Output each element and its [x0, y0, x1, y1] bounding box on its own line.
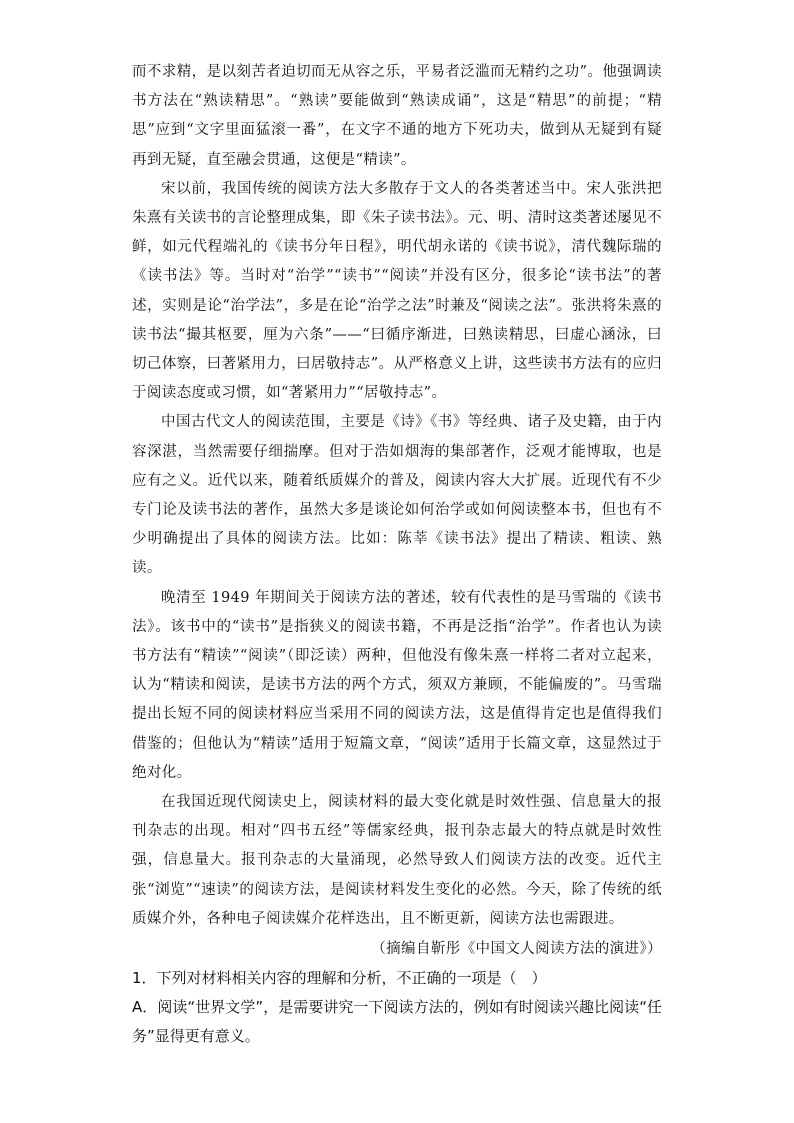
source-citation: （摘编自靳彤《中国文人阅读方法的演进》） — [371, 941, 662, 958]
paragraph-1: 而不求精，是以刻苦者迫切而无从容之乐，平易者泛滥而无精约之功”。他强调读书方法在“熟读精思”。“熟读”要能做到“熟读成诵”，这是“精思”的前提；“精思”应到“文字里面猛滚一番”，在文字不通的地方下死功夫，做到从无疑到有疑再到无疑，直至融会贯通，这便是“精读”。 — [132, 64, 662, 168]
paragraph-2: 宋以前，我国传统的阅读方法大多散存于文人的各类著述当中。宋人张洪把朱熹有关读书的言论整理成集，即《朱子读书法》。元、明、清时这类著述屡见不鲜，如元代程端礼的《读书分年日程》，明代胡永诺的《读书说》，清代魏际瑞的《读书法》等。当时对“治学”“读书”“阅读”并没有区分，很多论“读书法”的著述，实则是论“治学法”，多是在论“治学之法”时兼及“阅读之法”。张洪将朱熹的读书法“撮其枢要，厘为六条”——“曰循序渐进，曰熟读精思，曰虚心涵泳，曰切己体察，曰著紧用力，曰居敬持志”。从严格意义上讲，这些读书方法有的应归于阅读态度或习惯，如“著紧用力”“居敬持志”。 — [132, 180, 662, 402]
document-page — [132, 58, 662, 1051]
paragraph-3: 中国古代文人的阅读范围，主要是《诗》《书》等经典、诸子及史籍，由于内容深湛，当然需要仔细揣摩。但对于浩如烟海的集部著作，泛观才能博取，也是应有之义。近代以来，随着纸质媒介的普及，阅读内容大大扩展。近现代有不少专门论及读书法的著作，虽然大多是谈论如何治学或如何阅读整本书，但也有不少明确提出了具体的阅读方法。比如：陈莘《读书法》提出了精读、粗读、熟读。 — [132, 414, 662, 577]
paragraph-4: 晚清至 1949 年期间关于阅读方法的著述，较有代表性的是马雪瑞的《读书法》。该书中的“读书”是指狭义的阅读书籍，不再是泛指“治学”。作者也认为读书方法有“精读”“阅读”（即泛读）两种，但他没有像朱熹一样将二者对立起来，认为“精读和阅读，是读书方法的两个方式，须双方兼顾，不能偏废的”。马雪瑞提出长短不同的阅读材料应当采用不同的阅读方法，这是值得肯定也是值得我们借鉴的；但他认为“精读”适用于短篇文章，“阅读”适用于长篇文章，这显然过于绝对化。 — [132, 589, 662, 781]
paragraph-5: 在我国近现代阅读史上，阅读材料的最大变化就是时效性强、信息量大的报刊杂志的出现。相对“四书五经”等儒家经典，报刊杂志最大的特点就是时效性强，信息量大。报刊杂志的大量涌现，必然导致人们阅读方法的改变。近代主张“浏览”“速读”的阅读方法，是阅读材料发生变化的必然。今天，除了传统的纸质媒介外，各种电子阅读媒介花样迭出，且不断更新，阅读方法也需跟进。 — [132, 794, 662, 927]
option-a: A．阅读“世界文学”，是需要讲究一下阅读方法的，例如有时阅读兴趣比阅读“任务”显得更有意义。 — [132, 998, 662, 1046]
question-stem: 1．下列对材料相关内容的理解和分析，不正确的一项是（ ） — [132, 969, 547, 988]
